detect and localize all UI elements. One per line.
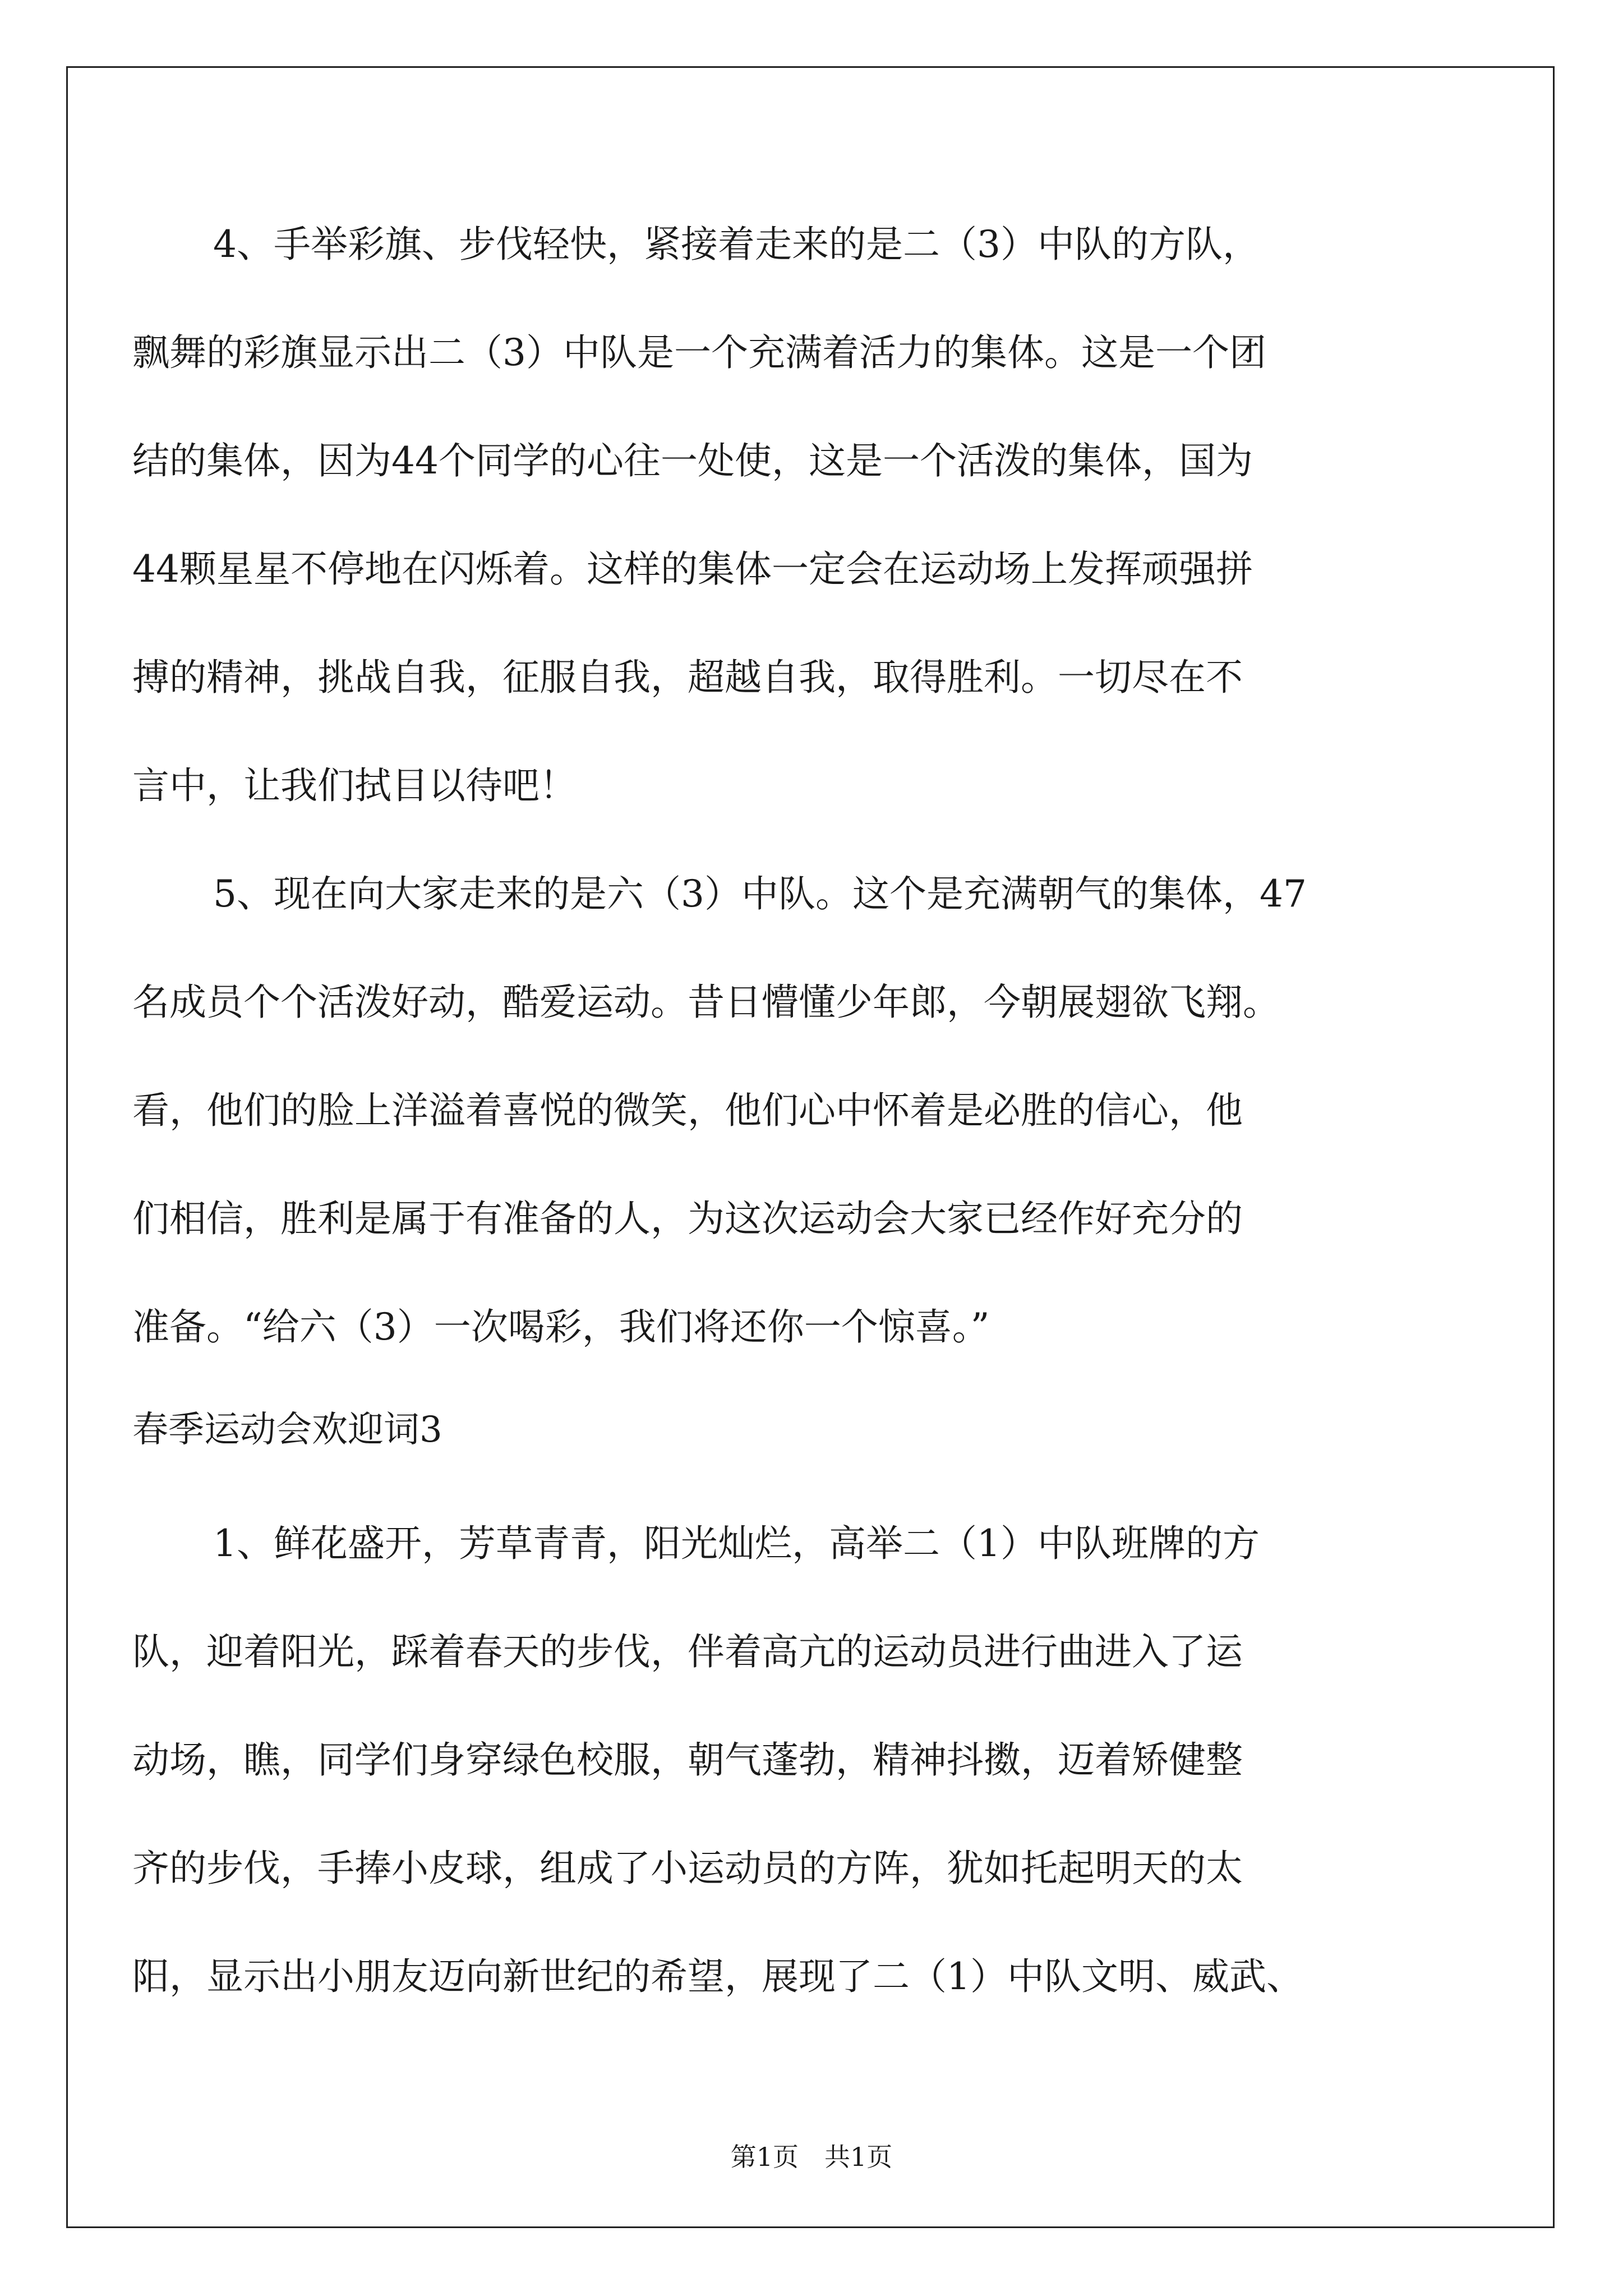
paragraph-4-line-3: 结的集体，因为44个同学的心往一处使，这是一个活泼的集体，国为 xyxy=(132,439,1253,482)
paragraph-5-line-3: 看，他们的脸上洋溢着喜悦的微笑，他们心中怀着是必胜的信心，他 xyxy=(132,1089,1243,1132)
paragraph-5-line-1: 5、现在向大家走来的是六（3）中队。这个是充满朝气的集体，47 xyxy=(213,872,1307,915)
paragraph-4-line-4: 44颗星星不停地在闪烁着。这样的集体一定会在运动场上发挥顽强拼 xyxy=(132,547,1253,591)
paragraph-4-line-6: 言中，让我们拭目以待吧！ xyxy=(132,764,577,807)
page-number-footer: 第1页 共1页 xyxy=(730,2142,893,2172)
paragraph-1-line-5: 阳，显示出小朋友迈向新世纪的希望，展现了二（1）中队文明、威武、 xyxy=(132,1955,1303,1998)
paragraph-5-line-2: 名成员个个活泼好动，酷爱运动。昔日懵懂少年郎，今朝展翅欲飞翔。 xyxy=(132,981,1280,1024)
paragraph-4-line-5: 搏的精神，挑战自我，征服自我，超越自我，取得胜利。一切尽在不 xyxy=(132,656,1243,699)
paragraph-5-line-4: 们相信，胜利是属于有准备的人，为这次运动会大家已经作好充分的 xyxy=(132,1197,1243,1240)
paragraph-1-line-4: 齐的步伐，手捧小皮球，组成了小运动员的方阵，犹如托起明天的太 xyxy=(132,1847,1243,1890)
page-border xyxy=(66,66,1555,2228)
paragraph-4-line-1: 4、手举彩旗、步伐轻快，紧接着走来的是二（3）中队的方队， xyxy=(213,223,1260,266)
paragraph-4-line-2: 飘舞的彩旗显示出二（3）中队是一个充满着活力的集体。这是一个团 xyxy=(132,331,1266,374)
paragraph-1-line-3: 动场，瞧，同学们身穿绿色校服，朝气蓬勃，精神抖擞，迈着矫健整 xyxy=(132,1738,1243,1782)
paragraph-1-line-1: 1、鲜花盛开，芳草青青，阳光灿烂，高举二（1）中队班牌的方 xyxy=(213,1522,1260,1565)
paragraph-1-line-2: 队，迎着阳光，踩着春天的步伐，伴着高亢的运动员进行曲进入了运 xyxy=(132,1630,1243,1673)
paragraph-5-line-5: 准备。“给六（3）一次喝彩，我们将还你一个惊喜。” xyxy=(132,1305,990,1349)
section-heading: 春季运动会欢迎词3 xyxy=(132,1409,442,1451)
